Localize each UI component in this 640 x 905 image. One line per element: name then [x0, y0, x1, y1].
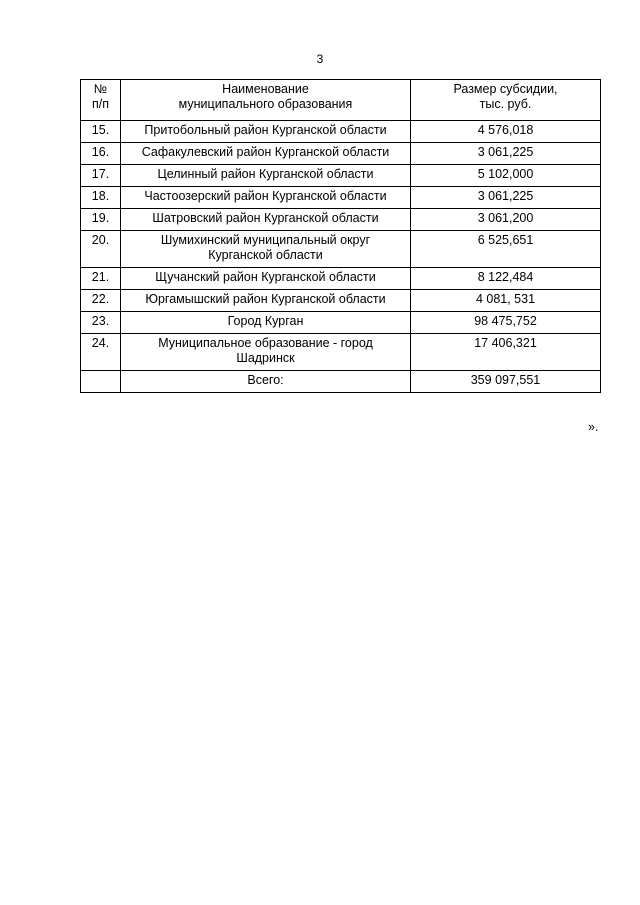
row-municipality: Муниципальное образование - город Шадринск: [121, 334, 411, 371]
table-row: [81, 312, 601, 334]
row-number: 17.: [81, 165, 121, 187]
table-body: [81, 121, 601, 393]
total-number-empty: [81, 371, 121, 393]
row-municipality: Шатровский район Курганской области: [121, 209, 411, 231]
header-name: Наименование муниципального образования: [121, 80, 411, 121]
table-row: [81, 290, 601, 312]
total-row: [81, 371, 601, 393]
row-number: 24.: [81, 334, 121, 371]
row-municipality: Частоозерский район Курганской области: [121, 187, 411, 209]
row-municipality: Сафакулевский район Курганской области: [121, 143, 411, 165]
row-number: 18.: [81, 187, 121, 209]
table-row: [81, 334, 601, 371]
row-municipality: Шумихинский муниципальный округ Курганской области: [121, 231, 411, 268]
row-number: 23.: [81, 312, 121, 334]
row-amount: 6 525,651: [411, 231, 601, 268]
row-municipality: Притобольный район Курганской области: [121, 121, 411, 143]
row-municipality: Щучанский район Курганской области: [121, 268, 411, 290]
row-municipality: Юргамышский район Курганской области: [121, 290, 411, 312]
row-amount: 5 102,000: [411, 165, 601, 187]
row-number: 16.: [81, 143, 121, 165]
row-amount: 4 081, 531: [411, 290, 601, 312]
row-municipality: Целинный район Курганской области: [121, 165, 411, 187]
row-amount: 3 061,225: [411, 143, 601, 165]
row-amount: 3 061,200: [411, 209, 601, 231]
table-header-row: [81, 80, 601, 121]
table-row: [81, 165, 601, 187]
row-number: 19.: [81, 209, 121, 231]
row-number: 20.: [81, 231, 121, 268]
table-row: [81, 143, 601, 165]
table-row: [81, 268, 601, 290]
total-label: Всего:: [121, 371, 411, 393]
row-number: 22.: [81, 290, 121, 312]
table-row: [81, 121, 601, 143]
row-amount: 8 122,484: [411, 268, 601, 290]
row-municipality: Город Курган: [121, 312, 411, 334]
header-number: № п/п: [81, 80, 121, 121]
subsidy-table: [80, 79, 601, 393]
closing-quote: ».: [588, 420, 599, 434]
table-row: [81, 231, 601, 268]
row-amount: 98 475,752: [411, 312, 601, 334]
row-amount: 17 406,321: [411, 334, 601, 371]
row-amount: 4 576,018: [411, 121, 601, 143]
table-row: [81, 209, 601, 231]
table-row: [81, 187, 601, 209]
row-number: 15.: [81, 121, 121, 143]
header-amount: Размер субсидии, тыс. руб.: [411, 80, 601, 121]
page-number: 3: [316, 52, 324, 66]
row-number: 21.: [81, 268, 121, 290]
total-amount: 359 097,551: [411, 371, 601, 393]
row-amount: 3 061,225: [411, 187, 601, 209]
